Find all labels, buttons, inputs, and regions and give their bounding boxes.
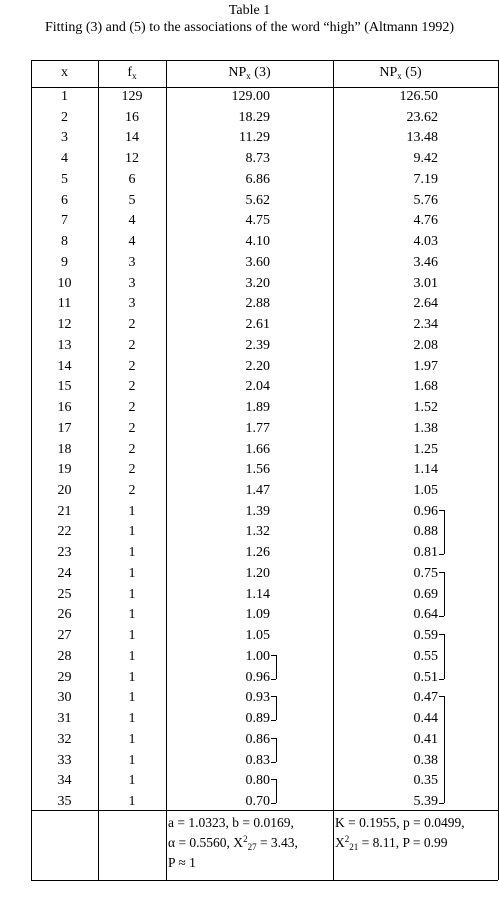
cell-fx: 2 [128,421,136,436]
header-rule [31,87,498,88]
cell-np5: 5.39 [413,794,438,809]
cell-fx: 129 [121,89,143,104]
cell-fx: 2 [128,338,136,353]
cell-x: 1 [61,89,68,104]
cell-np5: 7.19 [413,172,438,187]
cell-fx: 1 [128,649,136,664]
cell-np5: 0.55 [413,649,438,664]
cell-np3: 1.05 [245,628,270,643]
cell-fx: 2 [128,442,136,457]
cell-np3: 8.73 [245,151,270,166]
cell-x: 27 [57,628,72,643]
cell-np3: 0.80 [245,773,270,788]
cell-fx: 16 [125,110,139,125]
cell-np3: 2.04 [245,379,270,394]
pooling-bracket-np3 [276,655,277,679]
cell-np5: 23.62 [406,110,438,125]
cell-np3: 2.39 [245,338,270,353]
cell-np5: 2.34 [413,317,438,332]
cell-x: 15 [57,379,72,394]
cell-x: 30 [57,690,72,705]
cell-np5: 0.59 [413,628,438,643]
cell-fx: 1 [128,504,136,519]
cell-x: 7 [61,213,68,228]
cell-x: 21 [57,504,72,519]
cell-x: 23 [57,545,72,560]
pooling-bracket-np5 [439,616,444,617]
cell-fx: 4 [128,234,136,249]
cell-fx: 2 [128,317,136,332]
cell-x: 8 [61,234,68,249]
cell-np3: 5.62 [245,193,270,208]
cell-np3: 0.83 [245,753,270,768]
cell-np5: 0.41 [413,732,438,747]
pooling-bracket-np5 [444,634,445,679]
cell-np3: 2.20 [245,359,270,374]
cell-fx: 3 [128,255,136,270]
cell-x: 18 [57,442,72,457]
cell-np3: 3.20 [245,276,270,291]
cell-np3: 1.77 [245,421,270,436]
cell-np5: 1.14 [413,462,438,477]
cell-np5: 4.76 [413,213,438,228]
cell-np3: 6.86 [245,172,270,187]
cell-x: 22 [57,524,72,539]
body-bottom-rule [31,810,498,811]
cell-fx: 4 [128,213,136,228]
cell-np5: 1.97 [413,359,438,374]
cell-x: 32 [57,732,72,747]
cell-np5: 0.44 [413,711,438,726]
cell-np3: 1.20 [245,566,270,581]
cell-x: 10 [57,276,72,291]
cell-x: 34 [57,773,72,788]
cell-x: 17 [57,421,72,436]
cell-np5: 5.76 [413,193,438,208]
cell-fx: 3 [128,296,136,311]
cell-np5: 1.38 [413,421,438,436]
pooling-bracket-np5 [444,572,445,616]
cell-np5: 0.51 [413,670,438,685]
cell-fx: 1 [128,690,136,705]
cell-fx: 2 [128,400,136,415]
cell-np5: 3.01 [413,276,438,291]
cell-np3: 1.66 [245,442,270,457]
cell-np5: 0.64 [413,607,438,622]
pooling-bracket-np5 [439,679,444,680]
pooling-bracket-np3 [271,679,276,680]
cell-fx: 2 [128,462,136,477]
cell-np5: 0.69 [413,587,438,602]
cell-x: 28 [57,649,72,664]
cell-x: 16 [57,400,72,415]
cell-np3: 1.09 [245,607,270,622]
cell-np5: 126.50 [399,89,438,104]
cell-x: 11 [57,296,72,311]
cell-np3: 1.32 [245,524,270,539]
cell-fx: 1 [128,566,136,581]
pooling-bracket-np3 [276,696,277,720]
cell-np5: 2.64 [413,296,438,311]
cell-np5: 0.47 [413,690,438,705]
cell-fx: 1 [128,732,136,747]
cell-np5: 1.05 [413,483,438,498]
cell-np5: 0.38 [413,753,438,768]
cell-x: 13 [57,338,72,353]
pooling-bracket-np3 [271,803,276,804]
cell-x: 3 [61,130,68,145]
cell-x: 33 [57,753,72,768]
cell-np5: 0.88 [413,524,438,539]
footer-fit-params-3: a = 1.0323, b = 0.0169, α = 0.5560, $X^2_{27} = 3.43$, P ≈ 1 [168,815,298,870]
cell-x: 2 [61,110,68,125]
pooling-bracket-np3 [271,720,276,721]
cell-np3: 1.00 [245,649,270,664]
cell-np3: 0.86 [245,732,270,747]
pooling-bracket-np5 [444,510,445,554]
cell-np5: 1.68 [413,379,438,394]
cell-np3: 1.39 [245,504,270,519]
cell-np5: 0.35 [413,773,438,788]
footer-fit-params-5: K = 0.1955, p = 0.0499, $X^2_{21} = 8.11$, P = 0.99 [335,815,465,852]
cell-fx: 1 [128,670,136,685]
pooling-bracket-np3 [276,738,277,762]
cell-fx: 1 [128,524,136,539]
cell-x: 24 [57,566,72,581]
cell-fx: 1 [128,607,136,622]
table-top-rule [31,60,498,61]
cell-np5: 9.42 [413,151,438,166]
table-title: Table 1 [228,3,271,18]
cell-np3: 1.56 [245,462,270,477]
cell-fx: 1 [128,587,136,602]
cell-np5: 4.03 [413,234,438,249]
cell-x: 19 [57,462,72,477]
header-x: x [61,65,68,80]
header-np3: $NP_x$ (3) [228,65,271,81]
cell-np5: 0.96 [413,504,438,519]
cell-fx: 2 [128,483,136,498]
cell-fx: 14 [125,130,139,145]
cell-fx: 1 [128,753,136,768]
cell-fx: 2 [128,379,136,394]
pooling-bracket-np5 [439,803,444,804]
cell-np5: 2.08 [413,338,438,353]
cell-np5: 0.75 [413,566,438,581]
cell-x: 14 [57,359,72,374]
pooling-bracket-np5 [439,554,444,555]
cell-np3: 4.75 [245,213,270,228]
header-fx: $f_x$ [127,65,137,81]
cell-np5: 1.52 [413,400,438,415]
cell-x: 26 [57,607,72,622]
cell-np3: 129.00 [231,89,270,104]
cell-np5: 13.48 [406,130,438,145]
cell-x: 9 [61,255,68,270]
cell-np3: 1.14 [245,587,270,602]
cell-np3: 1.26 [245,545,270,560]
pooling-bracket-np5 [444,696,445,803]
cell-x: 6 [61,193,68,208]
cell-fx: 6 [128,172,136,187]
cell-fx: 1 [128,711,136,726]
cell-np3: 0.89 [245,711,270,726]
table-bottom-rule [31,880,498,881]
cell-x: 29 [57,670,72,685]
table-caption: Fitting (3) and (5) to the associations of the word “high” (Altmann 1992) [44,20,455,35]
cell-x: 25 [57,587,72,602]
cell-np3: 1.89 [245,400,270,415]
cell-fx: 5 [128,193,136,208]
cell-np3: 18.29 [238,110,270,125]
cell-np3: 11.29 [239,130,270,145]
cell-np3: 3.60 [245,255,270,270]
cell-fx: 1 [128,545,136,560]
cell-np5: 3.46 [413,255,438,270]
cell-np5: 1.25 [413,442,438,457]
cell-fx: 1 [128,773,136,788]
cell-fx: 1 [128,628,136,643]
cell-np3: 0.96 [245,670,270,685]
cell-x: 35 [57,794,72,809]
cell-fx: 2 [128,359,136,374]
header-np5: $NP_x$ (5) [379,65,422,81]
pooling-bracket-np3 [271,762,276,763]
cell-x: 12 [57,317,72,332]
cell-x: 4 [61,151,68,166]
cell-fx: 1 [128,794,136,809]
cell-x: 31 [57,711,72,726]
cell-np3: 4.10 [245,234,270,249]
cell-np3: 2.88 [245,296,270,311]
cell-np3: 2.61 [245,317,270,332]
pooling-bracket-np3 [276,779,277,803]
cell-np5: 0.81 [413,545,438,560]
cell-x: 5 [61,172,68,187]
cell-x: 20 [57,483,72,498]
cell-np3: 1.47 [245,483,270,498]
cell-fx: 12 [125,151,139,166]
cell-fx: 3 [128,276,136,291]
cell-np3: 0.70 [245,794,270,809]
cell-np3: 0.93 [245,690,270,705]
